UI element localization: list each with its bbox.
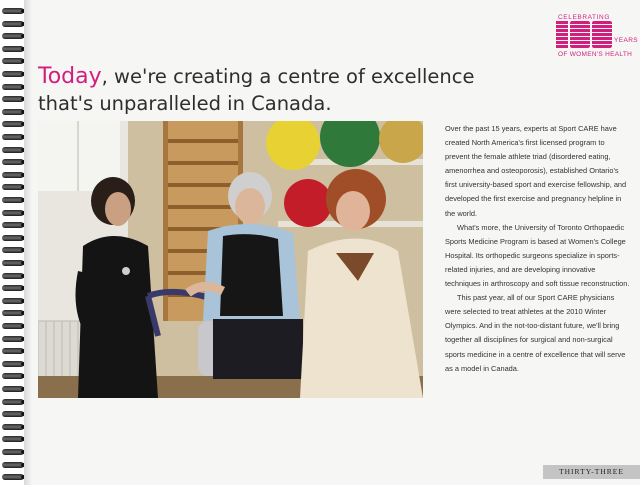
binding-coil <box>2 33 24 39</box>
binding-coil <box>2 46 24 52</box>
logo-number-graphic <box>556 21 612 48</box>
logo-digit-0-a <box>570 21 590 48</box>
page-number: THIRTY-THREE <box>543 465 640 479</box>
rehab-photo <box>38 121 423 398</box>
page-gutter-shadow <box>24 0 32 485</box>
binding-coil <box>2 373 24 379</box>
binding-coil <box>2 159 24 165</box>
page-headline <box>38 63 508 117</box>
binding-coil <box>2 348 24 354</box>
binding-coil <box>2 247 24 253</box>
body-text <box>445 122 630 376</box>
body-paragraph-1: Over the past 15 years, experts at Sport CARE have created North America's first licensed program to prevent the female athlete triad (disordered eating, amenorrhea and osteoporosis), established Ontario's first university-based sport and exercise fellowship, and developed the first exercise and pregnancy helpline in the world. <box>445 124 627 218</box>
binding-coil <box>2 210 24 216</box>
binding-coil <box>2 411 24 417</box>
binding-coil <box>2 71 24 77</box>
binding-coil <box>2 260 24 266</box>
body-paragraph-3: This past year, all of our Sport CARE physicians were selected to treat athletes at the 2010 Winter Olympics. And in the not-too-distant future, we'll bring together all disciplines for surgical and non-surgical sports medicine in a centre of excellence that will serve as a model in Canada. <box>445 293 626 373</box>
binding-coil <box>2 399 24 405</box>
logo-digit-1 <box>556 21 568 48</box>
headline-accent: Today <box>38 64 102 89</box>
binding-coil <box>2 235 24 241</box>
centennial-logo <box>555 14 639 64</box>
rehab-photo-illustration <box>38 121 423 398</box>
binding-coil <box>2 147 24 153</box>
binding-coil <box>2 462 24 468</box>
binding-coil <box>2 436 24 442</box>
binding-coil <box>2 336 24 342</box>
binding-coil <box>2 172 24 178</box>
binding-coil <box>2 386 24 392</box>
logo-bottom-text: OF WOMEN'S HEALTH <box>558 51 633 58</box>
headline-rest: , we're creating a centre of excellence that's unparalleled in Canada. <box>38 65 475 115</box>
binding-coil <box>2 222 24 228</box>
binding-coil <box>2 298 24 304</box>
binding-coil <box>2 323 24 329</box>
body-paragraph-2: What's more, the University of Toronto Orthopaedic Sports Medicine Program is based at Women's College Hospital. Its orthopedic surgeons specialize in sports-related injuries, and are developing innovative techniques in arthroscopy and soft tissue reconstruction. <box>445 222 630 289</box>
binding-coil <box>2 197 24 203</box>
binding-coil <box>2 361 24 367</box>
binding-coil <box>2 84 24 90</box>
binding-coil <box>2 58 24 64</box>
binding-coil <box>2 449 24 455</box>
binding-coil <box>2 285 24 291</box>
logo-years-text: YEARS <box>614 37 639 44</box>
binding-coil <box>2 134 24 140</box>
binding-coil <box>2 121 24 127</box>
binding-coil <box>2 310 24 316</box>
binding-coil <box>2 21 24 27</box>
binding-coil <box>2 273 24 279</box>
binding-coil <box>2 109 24 115</box>
binding-coil <box>2 8 24 14</box>
binding-coil <box>2 96 24 102</box>
binding-coil <box>2 474 24 480</box>
logo-digit-0-b <box>592 21 612 48</box>
binding-coil <box>2 184 24 190</box>
logo-top-text: CELEBRATING <box>558 14 610 21</box>
binding-coil <box>2 424 24 430</box>
